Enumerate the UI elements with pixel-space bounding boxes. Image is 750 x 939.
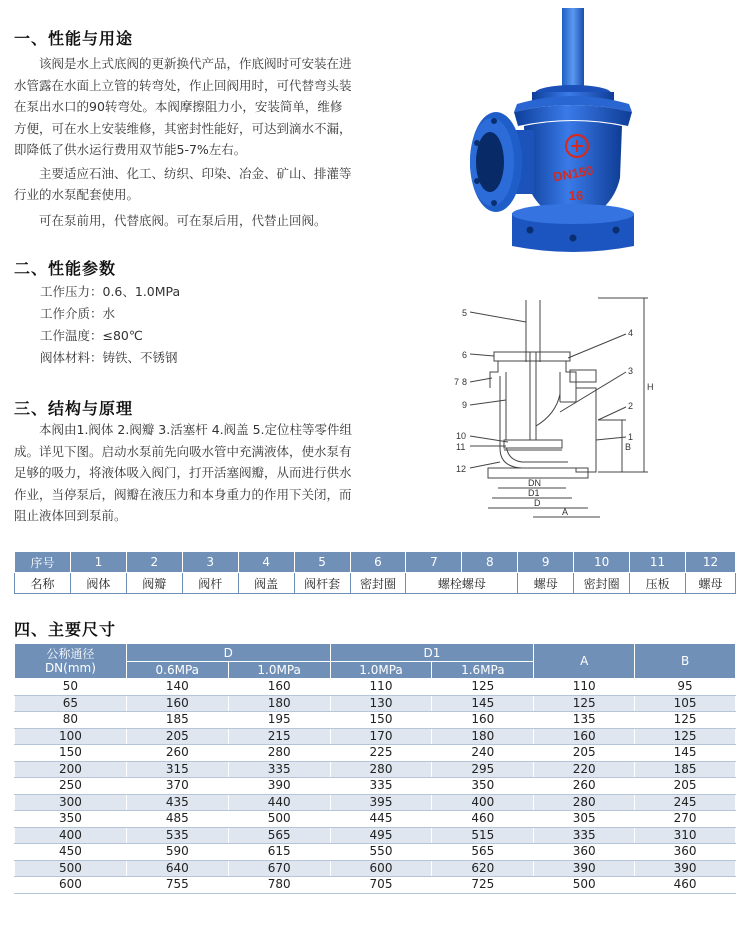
table-cell: 360 [635, 844, 736, 861]
table-cell: 445 [330, 811, 432, 828]
part-number: 10 [574, 552, 630, 573]
table-cell: 110 [330, 679, 432, 696]
structure-text [14, 419, 356, 527]
table-cell: 260 [534, 778, 635, 795]
table-cell: 145 [432, 695, 534, 712]
part-number: 8 [462, 552, 518, 573]
table-cell: 755 [126, 877, 228, 894]
callout-1: 1 [628, 432, 634, 442]
section-title-parameters: 二、性能参数 [14, 259, 117, 278]
table-cell: 105 [635, 695, 736, 712]
table-cell: 215 [228, 728, 330, 745]
table-cell: 310 [635, 827, 736, 844]
part-number: 6 [350, 552, 406, 573]
cross-section-diagram [448, 292, 740, 532]
dimensions-table [14, 643, 736, 894]
header-d: D [126, 644, 330, 662]
table-cell: 185 [126, 712, 228, 729]
part-name: 螺母 [518, 573, 574, 594]
table-cell: 550 [330, 844, 432, 861]
paragraph: 本阀由1.阀体 2.阀瓣 3.活塞杆 4.阀盖 5.定位柱等零件组成。详见下图。启动水泵前先向吸水管中充满液体，使水泵有足够的吸力，将液体吸入阀门，打开活塞阀瓣，从而进行供水作业，当停泵后，阀瓣在液压力和本身重力的作用下关闭，而阻止液体回到泵前。 [14, 422, 353, 523]
table-cell: 110 [534, 679, 635, 696]
part-number: 5 [294, 552, 350, 573]
table-row [15, 794, 736, 811]
table-cell: 205 [635, 778, 736, 795]
header-dn-line2: DN(mm) [44, 661, 96, 675]
callout-12: 12 [456, 464, 467, 474]
table-cell: 450 [15, 844, 127, 861]
valve-size-marking: DN150 [551, 162, 595, 185]
table-cell: 80 [15, 712, 127, 729]
table-cell: 565 [228, 827, 330, 844]
table-cell: 270 [635, 811, 736, 828]
dim-b-label: B [625, 442, 632, 452]
dim-d-label: D [534, 498, 541, 508]
performance-use-text [14, 53, 354, 231]
part-number: 12 [686, 552, 736, 573]
section-title-dimensions: 四、主要尺寸 [14, 620, 117, 639]
parameter-medium: 工作介质：水 [40, 306, 116, 321]
parts-number-row [15, 552, 736, 573]
table-cell: 125 [635, 728, 736, 745]
table-cell: 125 [432, 679, 534, 696]
parameter-material: 阀体材料：铸铁、不锈钢 [40, 350, 178, 365]
table-cell: 390 [228, 778, 330, 795]
table-cell: 150 [15, 745, 127, 762]
table-cell: 390 [534, 860, 635, 877]
table-cell: 780 [228, 877, 330, 894]
table-row [15, 860, 736, 877]
header-d-06mpa: 0.6MPa [126, 662, 228, 679]
valve-photo [462, 8, 732, 258]
table-cell: 185 [635, 761, 736, 778]
table-cell: 440 [228, 794, 330, 811]
table-cell: 725 [432, 877, 534, 894]
table-cell: 335 [228, 761, 330, 778]
table-cell: 565 [432, 844, 534, 861]
table-cell: 260 [126, 745, 228, 762]
table-cell: 535 [126, 827, 228, 844]
table-cell: 135 [534, 712, 635, 729]
table-row [15, 811, 736, 828]
part-name: 阀盖 [238, 573, 294, 594]
table-cell: 435 [126, 794, 228, 811]
header-dn [15, 644, 127, 679]
table-cell: 160 [432, 712, 534, 729]
table-cell: 100 [15, 728, 127, 745]
table-row [15, 712, 736, 729]
parameter-pressure: 工作压力：0.6、1.0MPa [40, 284, 181, 299]
part-name: 压板 [630, 573, 686, 594]
table-cell: 395 [330, 794, 432, 811]
table-cell: 620 [432, 860, 534, 877]
table-cell: 400 [15, 827, 127, 844]
paragraph: 可在泵前用，代替底阀。可在泵后用，代替止回阀。 [39, 212, 327, 228]
table-cell: 205 [126, 728, 228, 745]
section-title-structure: 三、结构与原理 [14, 399, 134, 418]
table-cell: 200 [15, 761, 127, 778]
parts-row2-label: 名称 [15, 573, 71, 594]
table-cell: 485 [126, 811, 228, 828]
header-d1-10mpa: 1.0MPa [330, 662, 432, 679]
table-cell: 245 [635, 794, 736, 811]
table-row [15, 778, 736, 795]
table-row [15, 679, 736, 696]
table-cell: 350 [432, 778, 534, 795]
callout-2: 2 [628, 401, 634, 411]
callout-6: 6 [462, 350, 468, 360]
table-row [15, 695, 736, 712]
parameter-list [40, 281, 180, 369]
header-b: B [635, 644, 736, 679]
header-d-10mpa: 1.0MPa [228, 662, 330, 679]
table-cell: 335 [330, 778, 432, 795]
table-row [15, 761, 736, 778]
table-cell: 600 [15, 877, 127, 894]
part-number: 2 [126, 552, 182, 573]
callout-4: 4 [628, 328, 634, 338]
table-cell: 500 [228, 811, 330, 828]
table-cell: 145 [635, 745, 736, 762]
header-d1: D1 [330, 644, 534, 662]
table-cell: 160 [534, 728, 635, 745]
dim-a-label: A [562, 507, 569, 517]
table-cell: 350 [15, 811, 127, 828]
table-row [15, 844, 736, 861]
table-cell: 495 [330, 827, 432, 844]
table-cell: 670 [228, 860, 330, 877]
part-number: 7 [406, 552, 462, 573]
table-cell: 150 [330, 712, 432, 729]
part-name: 密封圈 [574, 573, 630, 594]
callout-11: 11 [456, 442, 466, 452]
table-cell: 280 [228, 745, 330, 762]
table-cell: 460 [635, 877, 736, 894]
part-number: 9 [518, 552, 574, 573]
parts-name-row [15, 573, 736, 594]
table-cell: 280 [330, 761, 432, 778]
table-cell: 515 [432, 827, 534, 844]
table-cell: 300 [15, 794, 127, 811]
table-cell: 225 [330, 745, 432, 762]
table-cell: 400 [432, 794, 534, 811]
table-cell: 500 [534, 877, 635, 894]
callout-9: 9 [462, 400, 468, 410]
table-cell: 125 [635, 712, 736, 729]
part-number: 3 [182, 552, 238, 573]
part-name: 阀瓣 [126, 573, 182, 594]
part-name: 阀体 [70, 573, 126, 594]
table-cell: 180 [432, 728, 534, 745]
dim-h-label: H [647, 382, 654, 392]
parts-table [14, 551, 736, 594]
parameter-temperature: 工作温度：≤80℃ [40, 328, 143, 343]
table-cell: 305 [534, 811, 635, 828]
table-cell: 460 [432, 811, 534, 828]
part-name: 螺栓螺母 [406, 573, 518, 594]
callout-8: 8 [462, 377, 468, 387]
table-cell: 360 [534, 844, 635, 861]
callout-7: 7 [454, 377, 460, 387]
dimensions-table-body [15, 679, 736, 894]
part-name: 螺母 [686, 573, 736, 594]
dim-d1-label: D1 [528, 488, 540, 498]
table-cell: 590 [126, 844, 228, 861]
table-cell: 600 [330, 860, 432, 877]
table-cell: 65 [15, 695, 127, 712]
callout-5: 5 [462, 308, 468, 318]
table-cell: 95 [635, 679, 736, 696]
parts-row1-label: 序号 [15, 552, 71, 573]
paragraph: 该阀是水上式底阀的更新换代产品，作底阀时可安装在进水管露在水面上立管的转弯处，作止回阀用时，可代替弯头装在泵出水口的90转弯处。本阀摩擦阻力小，安装简单，维修方便，可在水上安装维修，其密封性能好，可达到滴水不漏，即降低了供水运行费用双节能5-7%左右。 [14, 56, 352, 157]
table-cell: 500 [15, 860, 127, 877]
table-cell: 140 [126, 679, 228, 696]
part-name: 阀杆套 [294, 573, 350, 594]
table-cell: 160 [126, 695, 228, 712]
table-cell: 180 [228, 695, 330, 712]
table-cell: 315 [126, 761, 228, 778]
table-row [15, 745, 736, 762]
section-title-performance-use: 一、性能与用途 [14, 29, 134, 48]
header-d1-16mpa: 1.6MPa [432, 662, 534, 679]
part-name: 密封圈 [350, 573, 406, 594]
table-cell: 50 [15, 679, 127, 696]
table-row [15, 877, 736, 894]
table-cell: 220 [534, 761, 635, 778]
header-dn-line1: 公称通径 [46, 647, 95, 661]
part-number: 4 [238, 552, 294, 573]
table-row [15, 827, 736, 844]
table-cell: 370 [126, 778, 228, 795]
callout-10: 10 [456, 431, 467, 441]
table-cell: 640 [126, 860, 228, 877]
table-cell: 240 [432, 745, 534, 762]
table-cell: 335 [534, 827, 635, 844]
header-a: A [534, 644, 635, 679]
callout-3: 3 [628, 366, 634, 376]
table-cell: 125 [534, 695, 635, 712]
table-cell: 160 [228, 679, 330, 696]
table-cell: 705 [330, 877, 432, 894]
table-row [15, 728, 736, 745]
paragraph: 主要适应石油、化工、纺织、印染、冶金、矿山、排灌等行业的水泵配套使用。 [14, 165, 352, 202]
table-cell: 250 [15, 778, 127, 795]
part-name: 阀杆 [182, 573, 238, 594]
valve-pressure-marking: 16 [568, 188, 584, 203]
table-cell: 295 [432, 761, 534, 778]
dim-dn-label: DN [528, 478, 541, 488]
table-cell: 615 [228, 844, 330, 861]
table-cell: 205 [534, 745, 635, 762]
table-cell: 280 [534, 794, 635, 811]
table-cell: 195 [228, 712, 330, 729]
part-number: 1 [70, 552, 126, 573]
table-cell: 130 [330, 695, 432, 712]
part-number: 11 [630, 552, 686, 573]
table-cell: 170 [330, 728, 432, 745]
table-cell: 390 [635, 860, 736, 877]
